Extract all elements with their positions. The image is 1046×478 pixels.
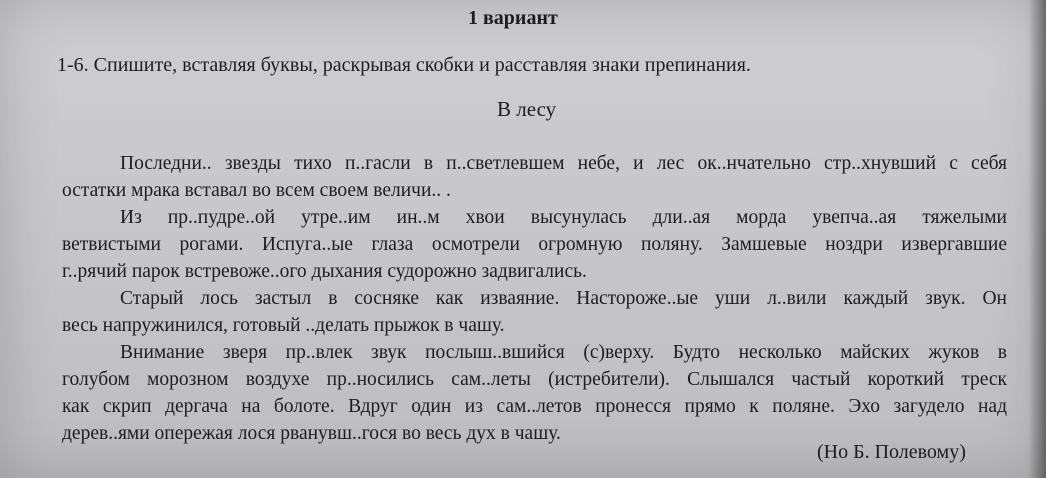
paragraph-line: остатки мрака вставал во всем своем величи.. . [62,180,451,201]
paragraph-2 [62,204,1007,285]
paragraph-line: Из пр..пудре..ой утре..им ин..м хвои высунулась дли..ая морда увепча..ая тяжелыми [120,207,1007,228]
variant-heading: 1 вариант [468,7,558,29]
paragraph-line: г..рячий парок встревоже..ого дыхания судорожно задвигались. [62,261,587,282]
page-edge-shadow [1028,0,1046,478]
paragraph-3 [62,285,1007,339]
author-attribution: (Но Б. Полевому) [817,441,966,463]
paragraph-line: Последни.. звезды тихо п..гасли в п..светлевшем небе, и лес ок..нчательно стр..хнувший с себя [120,153,1007,174]
paragraph-line: весь напружинился, готовый ..делать прыжок в чашу. [62,315,505,336]
paragraph-4 [62,339,1007,447]
paragraph-line: Внимание зверя пр..влек звук послыш..вшийся (с)верху. Будто несколько майских жуков в [120,342,1007,363]
paragraph-line: ветвистыми рогами. Испуга..ые глаза осмотрели огромную поляну. Замшевые ноздри извергавшие [62,234,1007,255]
paragraph-line: как скрип дергача на болоте. Вдруг один из сам..летов пронесся прямо к поляне. Эхо загудело над [62,396,1007,417]
paragraph-line: Старый лось застыл в сосняке как изваяние. Настороже..ые уши л..вили каждый звук. Он [120,288,1007,309]
paragraph-line: голубом морозном воздухе пр..носились сам..леты (истребители). Слышался частый короткий треск [62,369,1007,390]
task-instruction: 1-6. Спишите, вставляя буквы, раскрывая скобки и расставляя знаки препинания. [57,54,751,76]
story-title: В лесу [497,97,557,121]
paragraph-line: дерев..ями опережая лося рванувш..гося во весь дух в чашу. [62,423,561,444]
paragraph-1 [62,150,1007,204]
